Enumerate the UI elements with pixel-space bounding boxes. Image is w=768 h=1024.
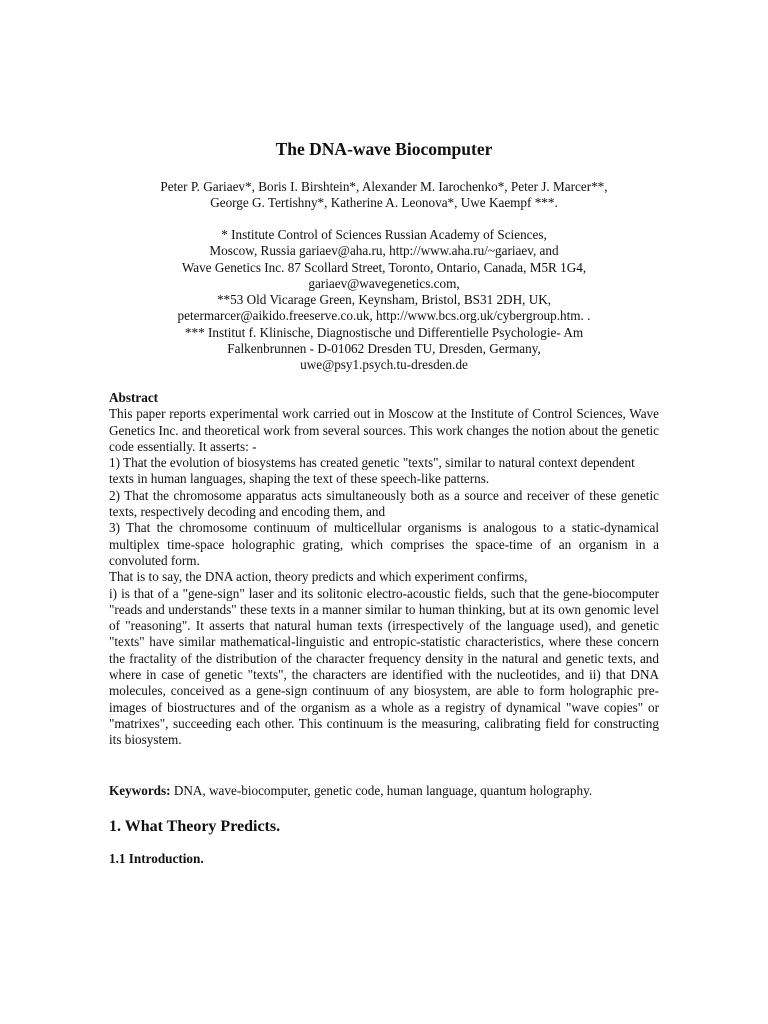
affiliation-line: **53 Old Vicarage Green, Keynsham, Bristol, BS31 2DH, UK, [216,292,552,308]
affiliation-block [109,227,659,374]
affiliation-line: Wave Genetics Inc. 87 Scollard Street, Toronto, Ontario, Canada, M5R 1G4, [181,259,587,275]
keywords-label: Keywords: [109,783,171,798]
author-line: George G. Tertishny*, Katherine A. Leonova*, Uwe Kaempf ***. [210,195,558,211]
subsection-heading: 1.1 Introduction. [109,851,204,866]
keywords [109,783,659,799]
abstract-paragraph: 1) That the evolution of biosystems has created genetic "texts", similar to natural context dependent texts in human languages, shaping the text of these speech-like patterns. [109,455,635,487]
abstract-paragraph: This paper reports experimental work carried out in Moscow at the Institute of Control Sciences, Wave Genetics Inc. and theoretical work from several sources. This work changes the notion about the genetic code essentially. It asserts: - [109,406,659,454]
keywords-text: DNA, wave-biocomputer, genetic code, human language, quantum holography. [170,783,593,798]
affiliation-line: *** Institut f. Klinische, Diagnostische und Differentielle Psychologie- Am [184,324,584,340]
abstract-paragraph: 2) That the chromosome apparatus acts simultaneously both as a source and receiver of these genetic texts, respectively decoding and encoding them, and [109,487,659,520]
affiliation-line: petermarcer@aikido.freeserve.co.uk, http://www.bcs.org.uk/cybergroup.htm. . [177,308,591,324]
paper-title: The DNA-wave Biocomputer [275,139,493,159]
abstract-paragraph: 3) That the chromosome continuum of multicellular organisms is analogous to a static-dynamical multiplex time-space holographic grating, which comprises the space-time of an organism in a convoluted form. [109,520,659,568]
author-line: Peter P. Gariaev*, Boris I. Birshtein*, Alexander M. Iarochenko*, Peter J. Marcer**, [160,179,608,194]
affiliation-line: Falkenbrunnen - D-01062 Dresden TU, Dresden, Germany, [227,341,541,357]
abstract-paragraph: i) is that of a "gene-sign" laser and its solitonic electro-acoustic fields, such that the gene-biocomputer "reads and understands" these texts in a manner similar to human thinking, but at its own genomic level of "reasoning". It asserts that natural human texts (irrespectively of the language used), and genetic "texts" have similar mathematical-linguistic and entropic-statistic characteristics, where these concern the fractality of the distribution of the character frequency density in the natural and genetic texts, and where in case of genetic "texts", the characters are identified with the nucleotides, and ii) that DNA molecules, conceived as a gene-sign continuum of any biosystem, are able to form holographic pre-images of biostructures and of the organism as a whole as a registry of dynamical "wave copies" or "matrixes", succeeding each other. This continuum is the measuring, calibrating field for constructing its biosystem. [109,585,659,748]
affiliation-line: gariaev@wavegenetics.com, [308,275,460,291]
abstract-heading: Abstract [109,390,159,405]
affiliation-line: Moscow, Russia gariaev@aha.ru, http://www.aha.ru/~gariaev, and [209,243,559,259]
abstract-section [109,390,659,749]
section-heading: 1. What Theory Predicts. [109,818,281,835]
affiliation-line: * Institute Control of Sciences Russian Academy of Sciences, [221,227,547,242]
affiliation-line: uwe@psy1.psych.tu-dresden.de [300,357,468,373]
author-list [109,179,659,212]
abstract-paragraph: That is to say, the DNA action, theory predicts and which experiment confirms, [109,569,528,585]
